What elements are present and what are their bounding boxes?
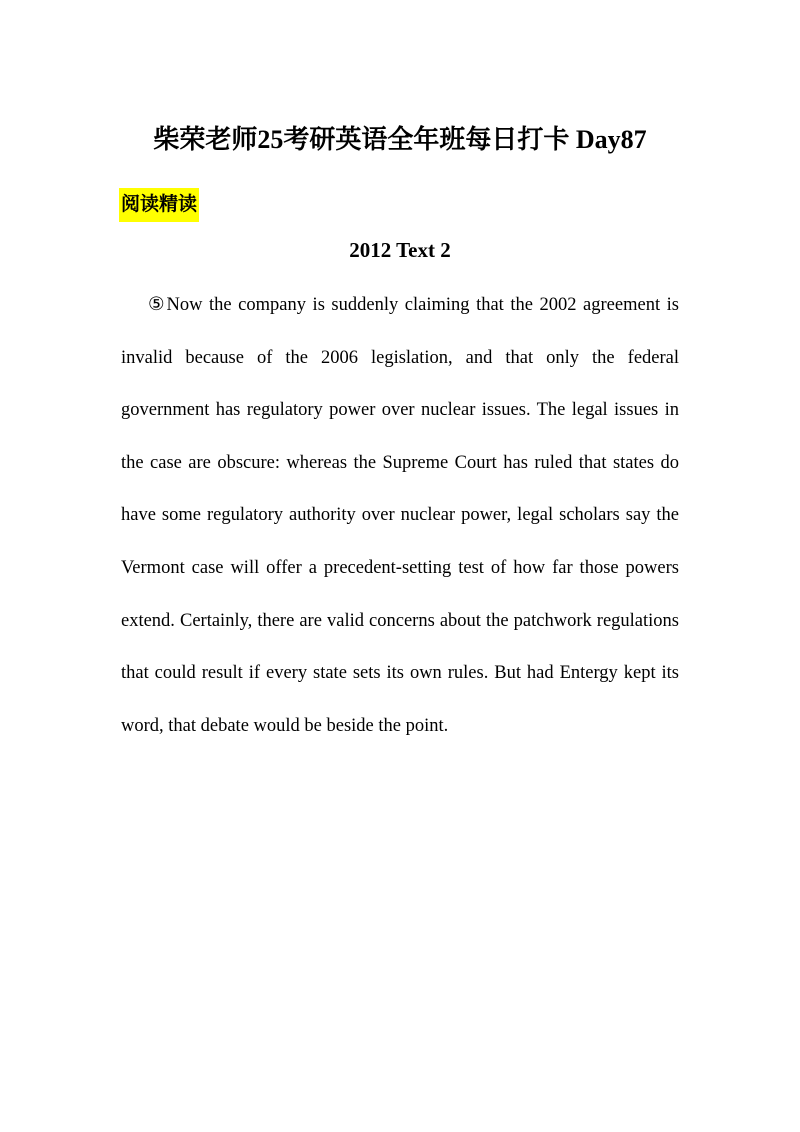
section-tag-highlighted: 阅读精读 (119, 188, 199, 222)
passage-heading: 2012 Text 2 (349, 238, 451, 262)
paragraph-marker: ⑤ (148, 295, 167, 315)
passage-paragraph (121, 279, 679, 752)
paragraph-text: Now the company is suddenly claiming that the 2002 agreement is invalid because of the 2006 legislation, and that only the federal government has regulatory power over nuclear issues. The legal issues in the case are obscure: whereas the Supreme Court has ruled that states do have some regulatory authority over nuclear power, legal scholars say the Vermont case will offer a precedent-setting test of how far those powers extend. Certainly, there are valid concerns about the patchwork regulations that could result if every state sets its own rules. But had Entergy kept its word, that debate would be beside the point. (121, 295, 679, 736)
document-title: 柴荣老师25考研英语全年班每日打卡 Day87 (153, 125, 647, 154)
